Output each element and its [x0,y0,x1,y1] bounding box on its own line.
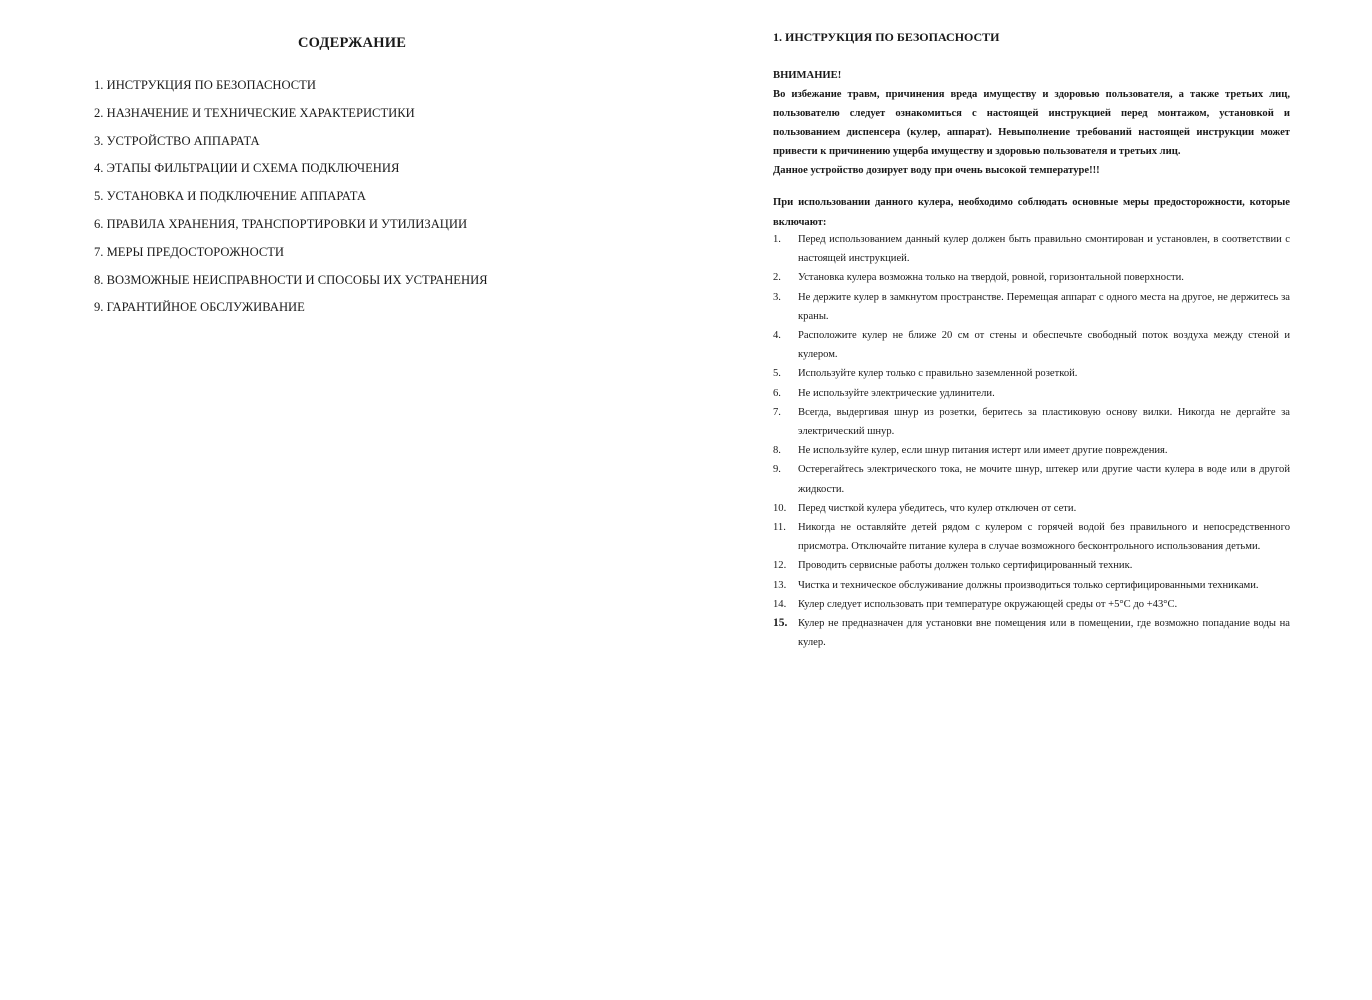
rule-item [773,441,1290,460]
rule-text: Перед чисткой кулера убедитесь, что кулер отключен от сети. [798,502,1077,514]
rule-number: 15. [773,617,788,630]
rule-item [773,614,1290,652]
contents-title: СОДЕРЖАНИЕ [298,35,407,51]
contents-item: 5. УСТАНОВКА И ПОДКЛЮЧЕНИЕ АППАРАТА [94,189,366,204]
contents-item: 7. МЕРЫ ПРЕДОСТОРОЖНОСТИ [94,244,285,259]
rule-item [773,595,1290,614]
rule-number: 2. [773,272,781,284]
rule-item [773,288,1290,326]
rule-text: Расположите кулер не ближе 20 см от стены и обеспечьте свободный поток воздуха между стеной и кулером. [798,330,1290,361]
rule-text: Не держите кулер в замкнутом пространстве. Перемещая аппарат с одного места на другое, не держитесь за краны. [798,291,1290,322]
warning-note: Данное устройство дозирует воду при очень высокой температуре!!! [773,165,1100,176]
rule-number: 3. [773,291,781,303]
rule-number: 14. [773,598,787,610]
rule-item [773,364,1290,383]
precautions-intro: При использовании данного кулера, необходимо соблюдать основные меры предосторожности, которые включают: [773,197,1290,228]
rule-number: 10. [773,502,787,514]
rule-text: Кулер следует использовать при температуре окружающей среды от +5°C до +43°C. [798,598,1178,610]
rule-text: Никогда не оставляйте детей рядом с кулером с горячей водой без правильного и непосредственного присмотра. Отключайте питание кулера в случае возможного бесконтрольного использования детьми. [798,522,1290,553]
rule-number: 4. [773,330,781,342]
contents-item: 6. ПРАВИЛА ХРАНЕНИЯ, ТРАНСПОРТИРОВКИ И УТИЛИЗАЦИИ [94,216,468,231]
rule-number: 11. [773,522,786,534]
rule-number: 12. [773,560,787,572]
rule-text: Остерегайтесь электрического тока, не мочите шнур, штекер или другие части кулера в воде или в другой жидкости. [798,464,1290,495]
contents-item: 2. НАЗНАЧЕНИЕ И ТЕХНИЧЕСКИЕ ХАРАКТЕРИСТИКИ [94,105,415,120]
contents-item: 3. УСТРОЙСТВО АППАРАТА [94,133,260,148]
contents-item: 1. ИНСТРУКЦИЯ ПО БЕЗОПАСНОСТИ [94,78,316,92]
contents-list [94,75,488,325]
rule-number: 5. [773,368,781,380]
contents-item: 9. ГАРАНТИЙНОЕ ОБСЛУЖИВАНИЕ [94,300,305,315]
warning-block [773,66,1290,180]
rule-number: 8. [773,445,781,457]
rule-number: 13. [773,579,787,591]
rule-item [773,499,1290,518]
contents-item: 8. ВОЗМОЖНЫЕ НЕИСПРАВНОСТИ И СПОСОБЫ ИХ УСТРАНЕНИЯ [94,272,488,287]
rule-text: Проводить сервисные работы должен только сертифицированный техник. [798,560,1133,572]
rule-text: Не используйте кулер, если шнур питания истерт или имеет другие повреждения. [798,445,1168,457]
warning-heading: ВНИМАНИЕ! [773,70,842,81]
rule-number: 6. [773,387,781,399]
safety-page [686,0,1372,1000]
rule-item [773,556,1290,575]
contents-item: 4. ЭТАПЫ ФИЛЬТРАЦИИ И СХЕМА ПОДКЛЮЧЕНИЯ [94,161,400,176]
rules-list [773,230,1290,652]
rule-item [773,460,1290,498]
rule-text: Перед использованием данный кулер должен быть правильно смонтирован и установлен, в соответствии с настоящей инструкцией. [798,234,1290,265]
rule-text: Чистка и техническое обслуживание должны производиться только сертифицированными техниками. [798,579,1259,591]
rule-text: Установка кулера возможна только на твердой, ровной, горизонтальной поверхности. [798,272,1184,284]
rule-item [773,576,1290,595]
rule-item [773,268,1290,287]
rule-number: 9. [773,464,781,476]
rule-number: 7. [773,406,781,418]
rule-item [773,518,1290,556]
rule-text: Используйте кулер только с правильно заземленной розеткой. [798,368,1078,380]
rule-number: 1. [773,234,781,245]
rule-item [773,403,1290,441]
rule-text: Кулер не предназначен для установки вне помещения или в помещении, где возможно попадание воды на кулер. [798,618,1290,649]
rule-text: Не используйте электрические удлинители. [798,387,995,399]
rule-item [773,384,1290,403]
warning-body: Во избежание травм, причинения вреда имуществу и здоровью пользователя, а также третьих лиц, пользователю следует ознакомиться с настоящей инструкцией перед монтажом, установкой и пользованием диспенсера (кулер, аппарат). Невыполнение требований настоящей инструкции может привести к причинению ущерба имуществу и здоровью пользователя и третьих лиц. [773,89,1290,157]
section-title: 1. ИНСТРУКЦИЯ ПО БЕЗОПАСНОСТИ [773,30,1000,44]
rule-text: Всегда, выдергивая шнур из розетки, беритесь за пластиковую основу вилки. Никогда не дергайте за электрический шнур. [798,406,1290,438]
rule-item [773,230,1290,268]
rule-item [773,326,1290,364]
